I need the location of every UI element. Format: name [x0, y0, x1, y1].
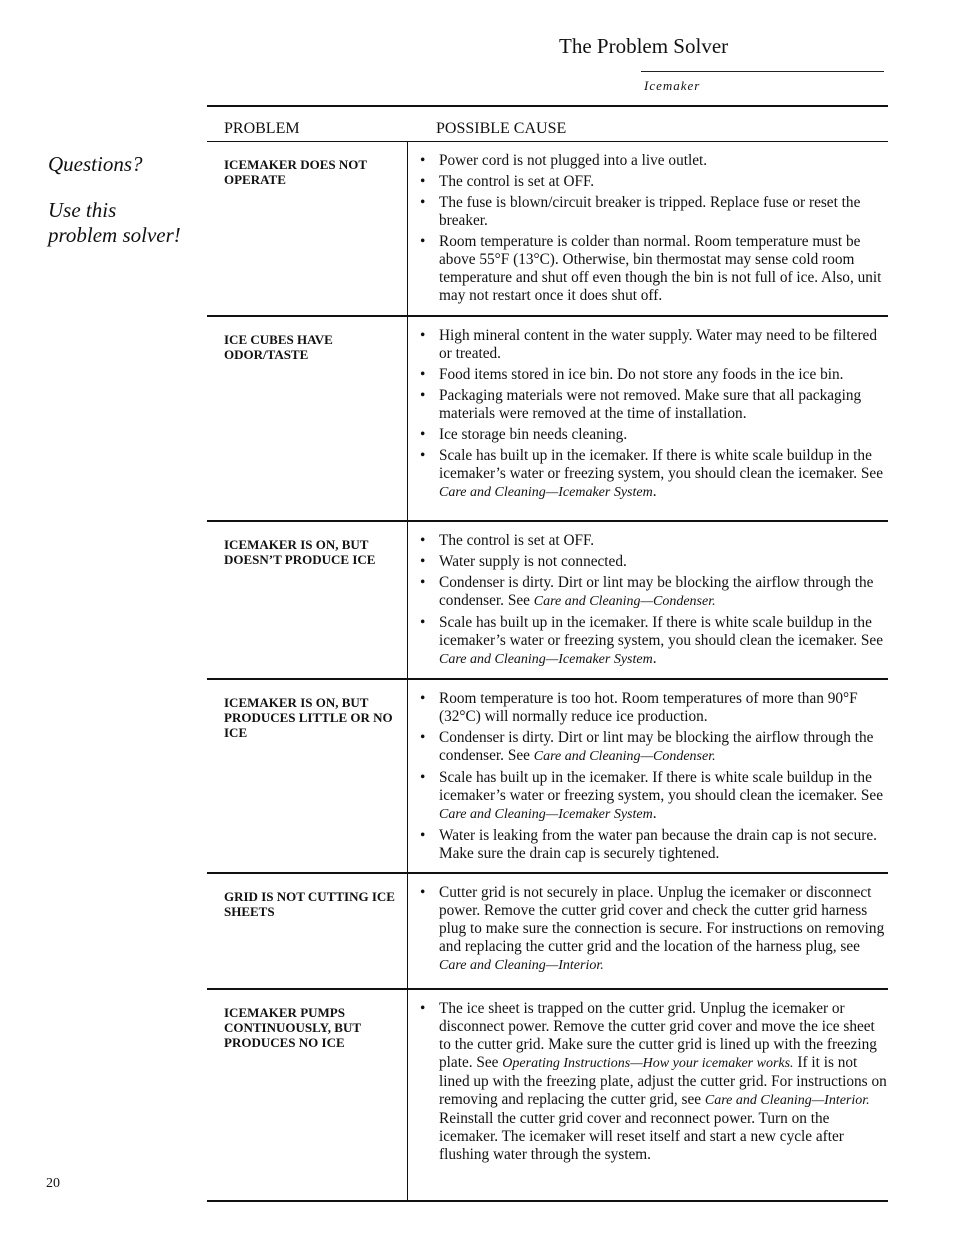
problem-cell: GRID IS NOT CUTTING ICE SHEETS [224, 889, 395, 919]
table-row [207, 680, 888, 874]
cause-text: Condenser is dirty. Dirt or lint may be blocking the airflow through the condenser. See [439, 574, 874, 609]
problem-cell: ICEMAKER IS ON, BUT DOESN’T PRODUCE ICE [224, 537, 376, 567]
cause-text: Scale has built up in the icemaker. If there is white scale buildup in the icemaker’s water or freezing system, you should clean the icemaker. See [439, 447, 884, 482]
cause-item [420, 827, 888, 863]
cause-text: Cutter grid is not securely in place. Unplug the icemaker or disconnect power. Remove the cutter grid cover and check the cutter grid harness plug to make sure the connection is secure. For instructions on removing and replacing the cutter grid and the location of the harness plug, see [439, 884, 885, 955]
cause-text: Packaging materials were not removed. Make sure that all packaging materials were removed at the time of installation. [439, 387, 862, 422]
cause-list [420, 690, 888, 863]
cause-item [420, 1000, 888, 1164]
page-header-subtitle: Icemaker [644, 78, 701, 93]
cause-item [420, 614, 888, 669]
page-number: 20 [46, 1176, 60, 1191]
cause-reference: Care and Cleaning—Condenser. [533, 594, 716, 609]
cause-text: Water is leaking from the water pan because the drain cap is not secure. Make sure the drain cap is securely tightened. [439, 827, 877, 862]
table-body [207, 142, 888, 1202]
cause-text: The fuse is blown/circuit breaker is tripped. Replace fuse or reset the breaker. [439, 194, 861, 229]
cause-item [420, 387, 888, 423]
cause-text: . [652, 483, 657, 500]
cause-text: Scale has built up in the icemaker. If there is white scale buildup in the icemaker’s water or freezing system, you should clean the icemaker. See [439, 769, 884, 804]
cause-item [420, 884, 888, 975]
problem-cell: ICEMAKER PUMPS CONTINUOUSLY, BUT PRODUCES NO ICE [224, 1005, 361, 1050]
cause-text: Reinstall the cutter grid cover and reconnect power. Turn on the icemaker. The icemaker will reset itself and start a new cycle after flushing water through the system. [439, 1110, 844, 1163]
problem-solver-table [207, 105, 888, 1202]
cause-list [420, 884, 888, 975]
problem-cell: ICEMAKER DOES NOT OPERATE [224, 157, 367, 187]
cause-item [420, 426, 888, 444]
cause-text: Room temperature is too hot. Room temperatures of more than 90°F (32°C) will normally reduce ice production. [439, 690, 858, 725]
table-header-row [207, 107, 888, 142]
cause-text: Room temperature is colder than normal. Room temperature must be above 55°F (13°C). Otherwise, bin thermostat may sense cold room temperature and shut off even though the bin is not full of ice. Also, unit may not restart once it does shut off. [439, 233, 882, 304]
cause-item [420, 173, 888, 191]
table-row [207, 142, 888, 317]
problem-cell: ICEMAKER IS ON, BUT PRODUCES LITTLE OR NO ICE [224, 695, 393, 740]
cause-item [420, 690, 888, 726]
cause-cell [407, 142, 888, 315]
cause-list [420, 152, 888, 305]
cause-item [420, 194, 888, 230]
cause-item [420, 327, 888, 363]
cause-cell [407, 990, 888, 1200]
cause-reference: Care and Cleaning—Icemaker System [439, 652, 653, 667]
cause-reference: Care and Cleaning—Interior. [439, 958, 604, 973]
column-header-problem: PROBLEM [224, 120, 300, 137]
cause-text: . [652, 805, 657, 822]
cause-list [420, 1000, 888, 1164]
sidebar-line-questions: Questions? [48, 152, 143, 176]
cause-reference: Care and Cleaning—Icemaker System [439, 807, 653, 822]
table-row [207, 874, 888, 990]
column-header-possible-cause: POSSIBLE CAUSE [436, 120, 567, 137]
cause-text: The ice sheet is trapped on the cutter grid. Unplug the icemaker or disconnect power. Remove the cutter grid cover and move the ice sheet to the cutter grid. Make sure the cutter grid is lined up with the freezing plate. See [439, 1000, 877, 1071]
sidebar-line-use-this: Use this [48, 198, 117, 222]
cause-item [420, 366, 888, 384]
cause-reference: Care and Cleaning—Icemaker System [439, 485, 653, 500]
page-header-title: The Problem Solver [559, 34, 729, 58]
cause-cell [407, 522, 888, 678]
cause-item [420, 532, 888, 550]
sidebar-callout [48, 152, 203, 248]
cause-text: High mineral content in the water supply. Water may need to be filtered or treated. [439, 327, 877, 362]
cause-item [420, 152, 888, 170]
problem-cell: ICE CUBES HAVE ODOR/TASTE [224, 332, 333, 362]
cause-list [420, 532, 888, 669]
cause-text: Scale has built up in the icemaker. If there is white scale buildup in the icemaker’s water or freezing system, you should clean the icemaker. See [439, 614, 884, 649]
cause-item [420, 553, 888, 571]
cause-list [420, 327, 888, 502]
table-row [207, 522, 888, 680]
cause-text: . [652, 650, 657, 667]
header-rule [641, 71, 884, 72]
cause-text: The control is set at OFF. [439, 173, 595, 190]
cause-reference: Care and Cleaning—Interior. [704, 1093, 870, 1108]
cause-reference: Operating Instructions—How your icemaker works. [502, 1056, 794, 1071]
cause-reference: Care and Cleaning—Condenser. [533, 749, 716, 764]
cause-item [420, 769, 888, 824]
cause-cell [407, 317, 888, 520]
cause-item [420, 447, 888, 502]
cause-text: The control is set at OFF. [439, 532, 595, 549]
cause-item [420, 233, 888, 305]
cause-text: Food items stored in ice bin. Do not store any foods in the ice bin. [439, 366, 844, 383]
cause-text: Ice storage bin needs cleaning. [439, 426, 628, 443]
cause-text: Condenser is dirty. Dirt or lint may be blocking the airflow through the condenser. See [439, 729, 874, 764]
table-row [207, 317, 888, 522]
cause-cell [407, 680, 888, 872]
cause-text: Power cord is not plugged into a live outlet. [439, 152, 708, 169]
cause-text: If it is not lined up with the freezing plate, adjust the cutter grid. For instructions on removing and replacing the cutter grid, see [439, 1054, 887, 1108]
cause-item [420, 729, 888, 766]
cause-text: Water supply is not connected. [439, 553, 627, 570]
cause-item [420, 574, 888, 611]
sidebar-line-problem-solver: problem solver! [48, 223, 181, 247]
cause-cell [407, 874, 888, 988]
table-row [207, 990, 888, 1202]
